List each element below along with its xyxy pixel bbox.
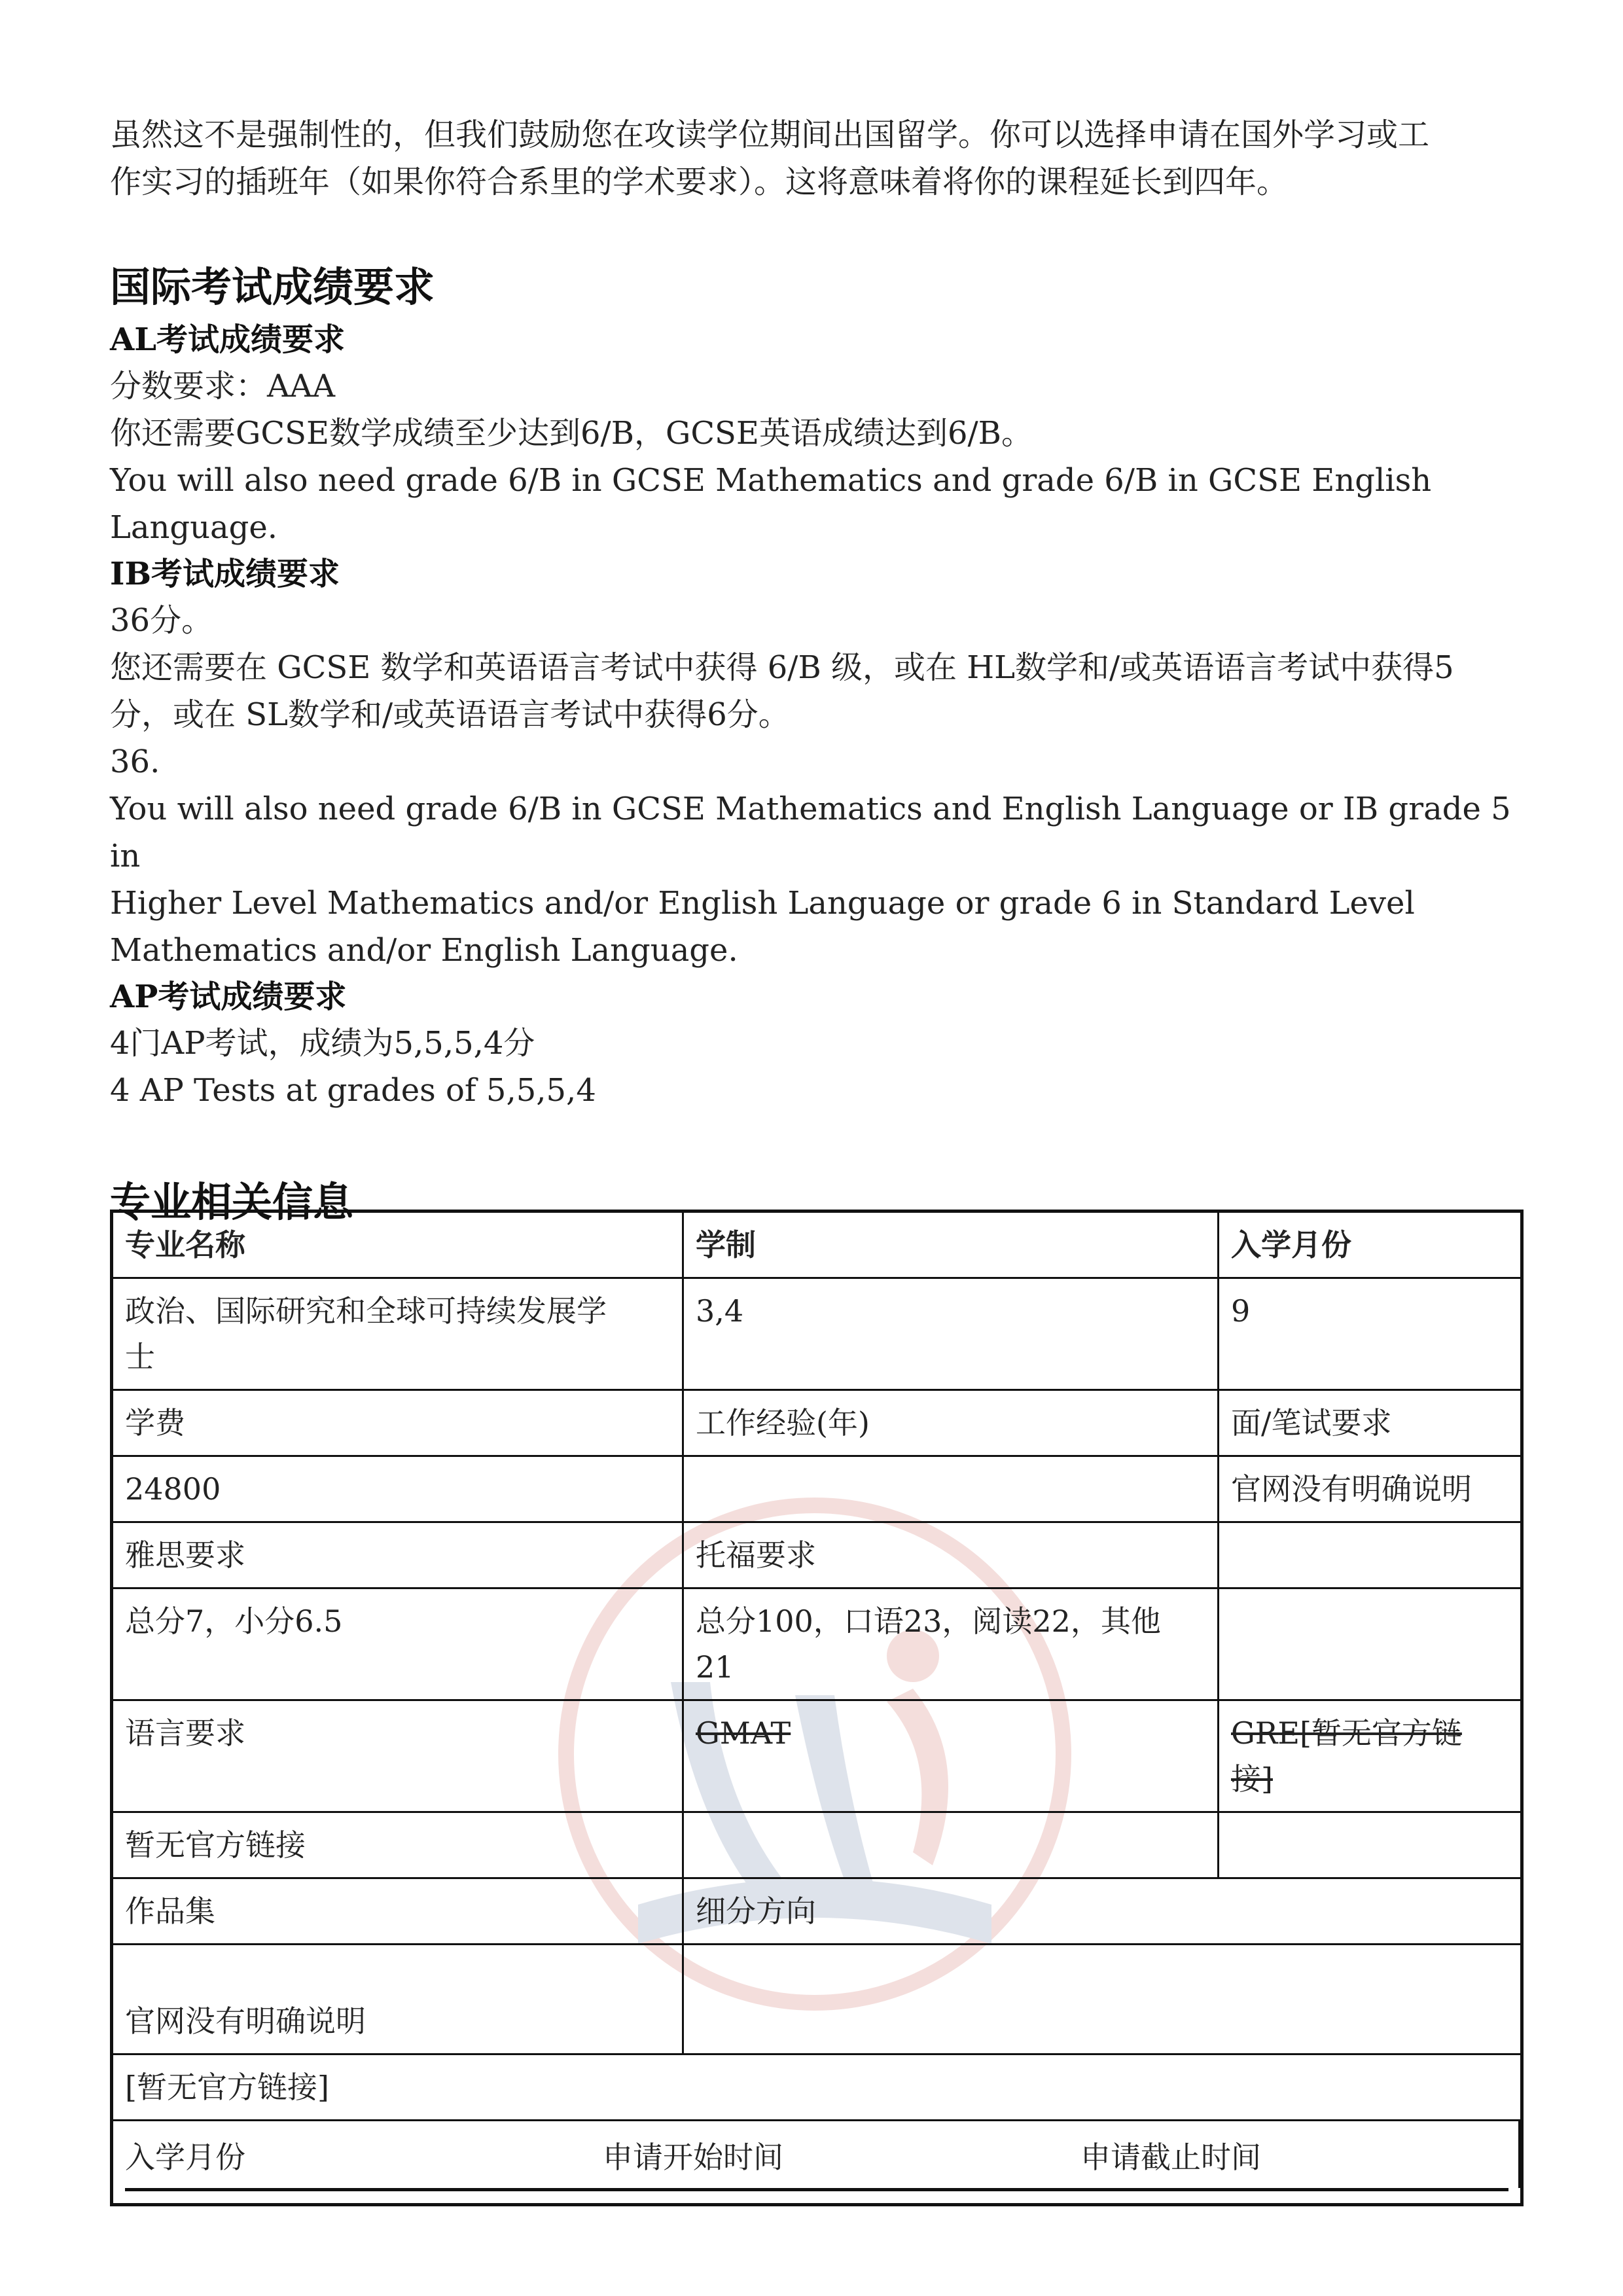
table-row bbox=[113, 1391, 1520, 1457]
blank-cell bbox=[1219, 1589, 1520, 1699]
language-value: 暂无官方链接 bbox=[113, 1813, 684, 1877]
label-gre-line-1: GRE[暂无官方链 bbox=[1231, 1715, 1462, 1751]
label-gmat: GMAT bbox=[684, 1701, 1219, 1811]
label-direction: 细分方向 bbox=[696, 1893, 816, 1929]
label-toefl: 托福要求 bbox=[684, 1523, 1219, 1587]
ib-score-en: 36. bbox=[110, 744, 160, 780]
table-row bbox=[113, 1279, 1520, 1391]
header-intake-month: 入学月份 bbox=[1231, 1227, 1351, 1263]
ib-zh-2: 分，或在 SL数学和/或英语语言考试中获得6分。 bbox=[110, 696, 790, 733]
label-application-start: 申请开始时间 bbox=[603, 2140, 783, 2175]
label-tuition: 学费 bbox=[113, 1391, 684, 1455]
duration-value: 3,4 bbox=[684, 1279, 1219, 1389]
program-section-title: 专业相关信息 bbox=[110, 1178, 354, 1226]
ib-en-1: You will also need grade 6/B in GCSE Mathematics and English Language or IB grade 5 in bbox=[110, 791, 1511, 874]
ap-en: 4 AP Tests at grades of 5,5,5,4 bbox=[110, 1072, 596, 1109]
table-row bbox=[113, 1701, 1520, 1813]
program-name-line-1: 政治、国际研究和全球可持续发展学 bbox=[125, 1293, 607, 1329]
label-portfolio: 作品集 bbox=[113, 1879, 684, 1943]
exam-section-title: 国际考试成绩要求 bbox=[110, 263, 435, 311]
portfolio-value: 官网没有明确说明 bbox=[125, 2003, 366, 2039]
table-row bbox=[113, 1879, 1520, 1945]
header-program-name: 专业名称 bbox=[113, 1213, 684, 1277]
label-ielts: 雅思要求 bbox=[113, 1523, 684, 1587]
al-en-1: You will also need grade 6/B in GCSE Mathematics and grade 6/B in GCSE English bbox=[110, 462, 1432, 499]
gmat-value bbox=[684, 1813, 1219, 1877]
table-row bbox=[113, 1523, 1520, 1589]
label-interview: 面/笔试要求 bbox=[1231, 1405, 1392, 1441]
program-name-cell bbox=[113, 1279, 684, 1389]
footer-rule bbox=[125, 2188, 1508, 2191]
toefl-value-line-2: 21 bbox=[696, 1649, 734, 1685]
tuition-value: 24800 bbox=[113, 1457, 684, 1521]
table-row bbox=[113, 1213, 1520, 1279]
al-en-2: Language. bbox=[110, 509, 278, 546]
ib-score: 36分。 bbox=[110, 602, 213, 639]
intro-line-2: 作实习的插班年（如果你符合系里的学术要求）。这将意味着将你的课程延长到四年。 bbox=[110, 164, 1289, 200]
document-body bbox=[110, 111, 1524, 1232]
label-intake-month-footer: 入学月份 bbox=[125, 2140, 245, 2175]
intake-month-value: 9 bbox=[1231, 1293, 1251, 1329]
table-row bbox=[113, 1945, 1520, 2055]
portfolio-value-cell bbox=[113, 1945, 684, 2053]
al-score: 分数要求：AAA bbox=[110, 368, 335, 404]
label-application-deadline: 申请截止时间 bbox=[1080, 2140, 1261, 2175]
ib-zh-1: 您还需要在 GCSE 数学和英语语言考试中获得 6/B 级，或在 HL数学和/或英语语言考试中获得5 bbox=[110, 649, 1454, 686]
table-row bbox=[113, 1813, 1520, 1879]
ielts-value: 总分7，小分6.5 bbox=[113, 1589, 684, 1699]
ib-en-3: Mathematics and/or English Language. bbox=[110, 932, 738, 969]
ib-heading: IB考试成绩要求 bbox=[110, 556, 340, 592]
table-row bbox=[113, 2055, 1520, 2121]
ap-zh: 4门AP考试，成绩为5,5,5,4分 bbox=[110, 1025, 535, 1062]
label-work-experience: 工作经验(年) bbox=[684, 1391, 1219, 1455]
label-gre-cell bbox=[1219, 1701, 1520, 1811]
label-gre-line-2: 接] bbox=[1231, 1761, 1273, 1797]
table-row bbox=[113, 2121, 1520, 2203]
table-row bbox=[113, 1589, 1520, 1701]
work-experience-value bbox=[684, 1457, 1219, 1521]
al-zh: 你还需要GCSE数学成绩至少达到6/B，GCSE英语成绩达到6/B。 bbox=[110, 415, 1033, 452]
application-dates-header bbox=[113, 2121, 1520, 2188]
label-language: 语言要求 bbox=[113, 1701, 684, 1811]
ib-en-2: Higher Level Mathematics and/or English Language or grade 6 in Standard Level bbox=[110, 885, 1415, 922]
interview-value: 官网没有明确说明 bbox=[1231, 1471, 1472, 1507]
program-info-table bbox=[110, 1210, 1524, 2206]
ap-heading: AP考试成绩要求 bbox=[110, 978, 347, 1015]
gre-value bbox=[1219, 1813, 1520, 1877]
intro-line-1: 虽然这不是强制性的，但我们鼓励您在攻读学位期间出国留学。你可以选择申请在国外学习或工 bbox=[110, 117, 1430, 153]
table-row bbox=[113, 1457, 1520, 1523]
toefl-value-cell bbox=[684, 1589, 1219, 1699]
al-heading: AL考试成绩要求 bbox=[110, 321, 345, 358]
header-duration: 学制 bbox=[684, 1213, 1219, 1277]
direction-value bbox=[684, 1945, 1520, 2053]
link-note: [暂无官方链接] bbox=[125, 2070, 329, 2105]
toefl-value-line-1: 总分100，口语23，阅读22，其他 bbox=[696, 1604, 1161, 1639]
blank-cell bbox=[1219, 1523, 1520, 1587]
program-name-line-2: 士 bbox=[125, 1339, 155, 1374]
